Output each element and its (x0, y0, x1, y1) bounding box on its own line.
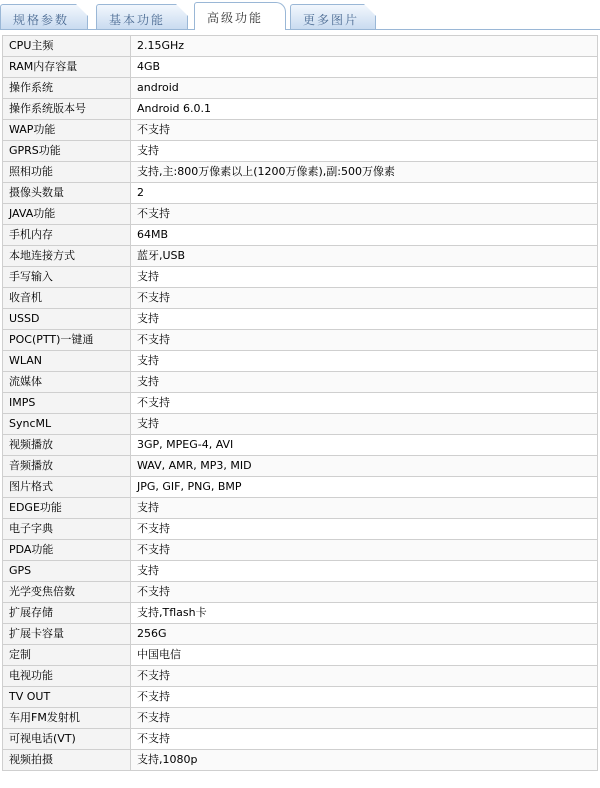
table-row (3, 372, 598, 393)
tab-advanced-functions-label: 高级功能 (207, 11, 264, 25)
spec-name-cell: 手机内存 (3, 225, 131, 246)
spec-name-cell: 电子字典 (3, 519, 131, 540)
table-row (3, 519, 598, 540)
spec-value-cell: 支持 (131, 414, 598, 435)
spec-name-cell: 音频播放 (3, 456, 131, 477)
spec-name-cell: IMPS (3, 393, 131, 414)
tab-basic-functions-label: 基本功能 (109, 13, 166, 27)
spec-value-cell: 4GB (131, 57, 598, 78)
table-row (3, 687, 598, 708)
spec-name-cell: 本地连接方式 (3, 246, 131, 267)
spec-value-cell: 256G (131, 624, 598, 645)
spec-name-cell: 收音机 (3, 288, 131, 309)
spec-name-cell: TV OUT (3, 687, 131, 708)
table-row (3, 435, 598, 456)
table-row (3, 351, 598, 372)
spec-value-cell: 支持 (131, 351, 598, 372)
table-row (3, 393, 598, 414)
spec-value-cell: 3GP, MPEG-4, AVI (131, 435, 598, 456)
spec-value-cell: 蓝牙,USB (131, 246, 598, 267)
spec-value-cell: 支持 (131, 372, 598, 393)
spec-name-cell: 流媒体 (3, 372, 131, 393)
spec-name-cell: WAP功能 (3, 120, 131, 141)
table-row (3, 456, 598, 477)
table-row (3, 246, 598, 267)
spec-value-cell: 不支持 (131, 288, 598, 309)
table-row (3, 78, 598, 99)
table-row (3, 540, 598, 561)
spec-value-cell: 支持 (131, 141, 598, 162)
spec-name-cell: 光学变焦倍数 (3, 582, 131, 603)
spec-name-cell: 可视电话(VT) (3, 729, 131, 750)
spec-value-cell: 不支持 (131, 540, 598, 561)
spec-name-cell: CPU主频 (3, 36, 131, 57)
spec-value-cell: 不支持 (131, 582, 598, 603)
spec-name-cell: 图片格式 (3, 477, 131, 498)
table-row (3, 330, 598, 351)
spec-name-cell: JAVA功能 (3, 204, 131, 225)
spec-name-cell: 定制 (3, 645, 131, 666)
tab-advanced-functions[interactable] (194, 2, 286, 30)
spec-name-cell: POC(PTT)一键通 (3, 330, 131, 351)
spec-value-cell: 不支持 (131, 729, 598, 750)
table-row (3, 603, 598, 624)
table-row (3, 36, 598, 57)
tab-specs-label: 规格参数 (13, 13, 70, 27)
table-row (3, 288, 598, 309)
spec-name-cell: 视频拍摄 (3, 750, 131, 771)
spec-value-cell: 不支持 (131, 519, 598, 540)
spec-name-cell: 手写输入 (3, 267, 131, 288)
spec-value-cell: 支持 (131, 498, 598, 519)
table-row (3, 498, 598, 519)
spec-name-cell: GPRS功能 (3, 141, 131, 162)
spec-name-cell: 操作系统版本号 (3, 99, 131, 120)
spec-value-cell: 支持 (131, 267, 598, 288)
table-row (3, 267, 598, 288)
spec-table-body (3, 36, 598, 771)
spec-name-cell: 摄像头数量 (3, 183, 131, 204)
table-row (3, 309, 598, 330)
tab-more-images[interactable] (290, 4, 376, 29)
spec-name-cell: PDA功能 (3, 540, 131, 561)
spec-name-cell: SyncML (3, 414, 131, 435)
table-row (3, 414, 598, 435)
spec-value-cell: 不支持 (131, 666, 598, 687)
spec-value-cell: 不支持 (131, 708, 598, 729)
spec-value-cell: 64MB (131, 225, 598, 246)
table-row (3, 582, 598, 603)
table-row (3, 141, 598, 162)
spec-name-cell: WLAN (3, 351, 131, 372)
spec-value-cell: 不支持 (131, 330, 598, 351)
table-row (3, 561, 598, 582)
spec-name-cell: EDGE功能 (3, 498, 131, 519)
tab-specs[interactable] (0, 4, 88, 29)
spec-table (2, 35, 598, 771)
table-row (3, 708, 598, 729)
tab-basic-functions[interactable] (96, 4, 188, 29)
spec-value-cell: WAV, AMR, MP3, MID (131, 456, 598, 477)
spec-value-cell: Android 6.0.1 (131, 99, 598, 120)
spec-name-cell: GPS (3, 561, 131, 582)
table-row (3, 57, 598, 78)
spec-value-cell: 不支持 (131, 393, 598, 414)
table-row (3, 729, 598, 750)
spec-value-cell: 不支持 (131, 120, 598, 141)
table-row (3, 645, 598, 666)
table-row (3, 99, 598, 120)
spec-value-cell: 支持 (131, 561, 598, 582)
table-row (3, 750, 598, 771)
table-row (3, 225, 598, 246)
tab-more-images-label: 更多图片 (303, 13, 360, 27)
table-row (3, 162, 598, 183)
spec-name-cell: 扩展存储 (3, 603, 131, 624)
table-row (3, 183, 598, 204)
spec-name-cell: 车用FM发射机 (3, 708, 131, 729)
spec-value-cell: 支持,Tflash卡 (131, 603, 598, 624)
spec-value-cell: JPG, GIF, PNG, BMP (131, 477, 598, 498)
spec-value-cell: 中国电信 (131, 645, 598, 666)
table-row (3, 120, 598, 141)
tab-bar-baseline (0, 29, 600, 30)
spec-value-cell: android (131, 78, 598, 99)
table-row (3, 624, 598, 645)
spec-name-cell: 电视功能 (3, 666, 131, 687)
tab-bar (0, 0, 600, 30)
spec-value-cell: 2 (131, 183, 598, 204)
table-row (3, 666, 598, 687)
table-row (3, 204, 598, 225)
spec-value-cell: 不支持 (131, 204, 598, 225)
spec-name-cell: 操作系统 (3, 78, 131, 99)
spec-value-cell: 支持 (131, 309, 598, 330)
spec-name-cell: USSD (3, 309, 131, 330)
spec-name-cell: RAM内存容量 (3, 57, 131, 78)
spec-table-container (2, 35, 598, 771)
spec-value-cell: 支持,1080p (131, 750, 598, 771)
table-row (3, 477, 598, 498)
spec-value-cell: 支持,主:800万像素以上(1200万像素),副:500万像素 (131, 162, 598, 183)
spec-name-cell: 照相功能 (3, 162, 131, 183)
spec-value-cell: 2.15GHz (131, 36, 598, 57)
spec-value-cell: 不支持 (131, 687, 598, 708)
spec-name-cell: 扩展卡容量 (3, 624, 131, 645)
spec-name-cell: 视频播放 (3, 435, 131, 456)
